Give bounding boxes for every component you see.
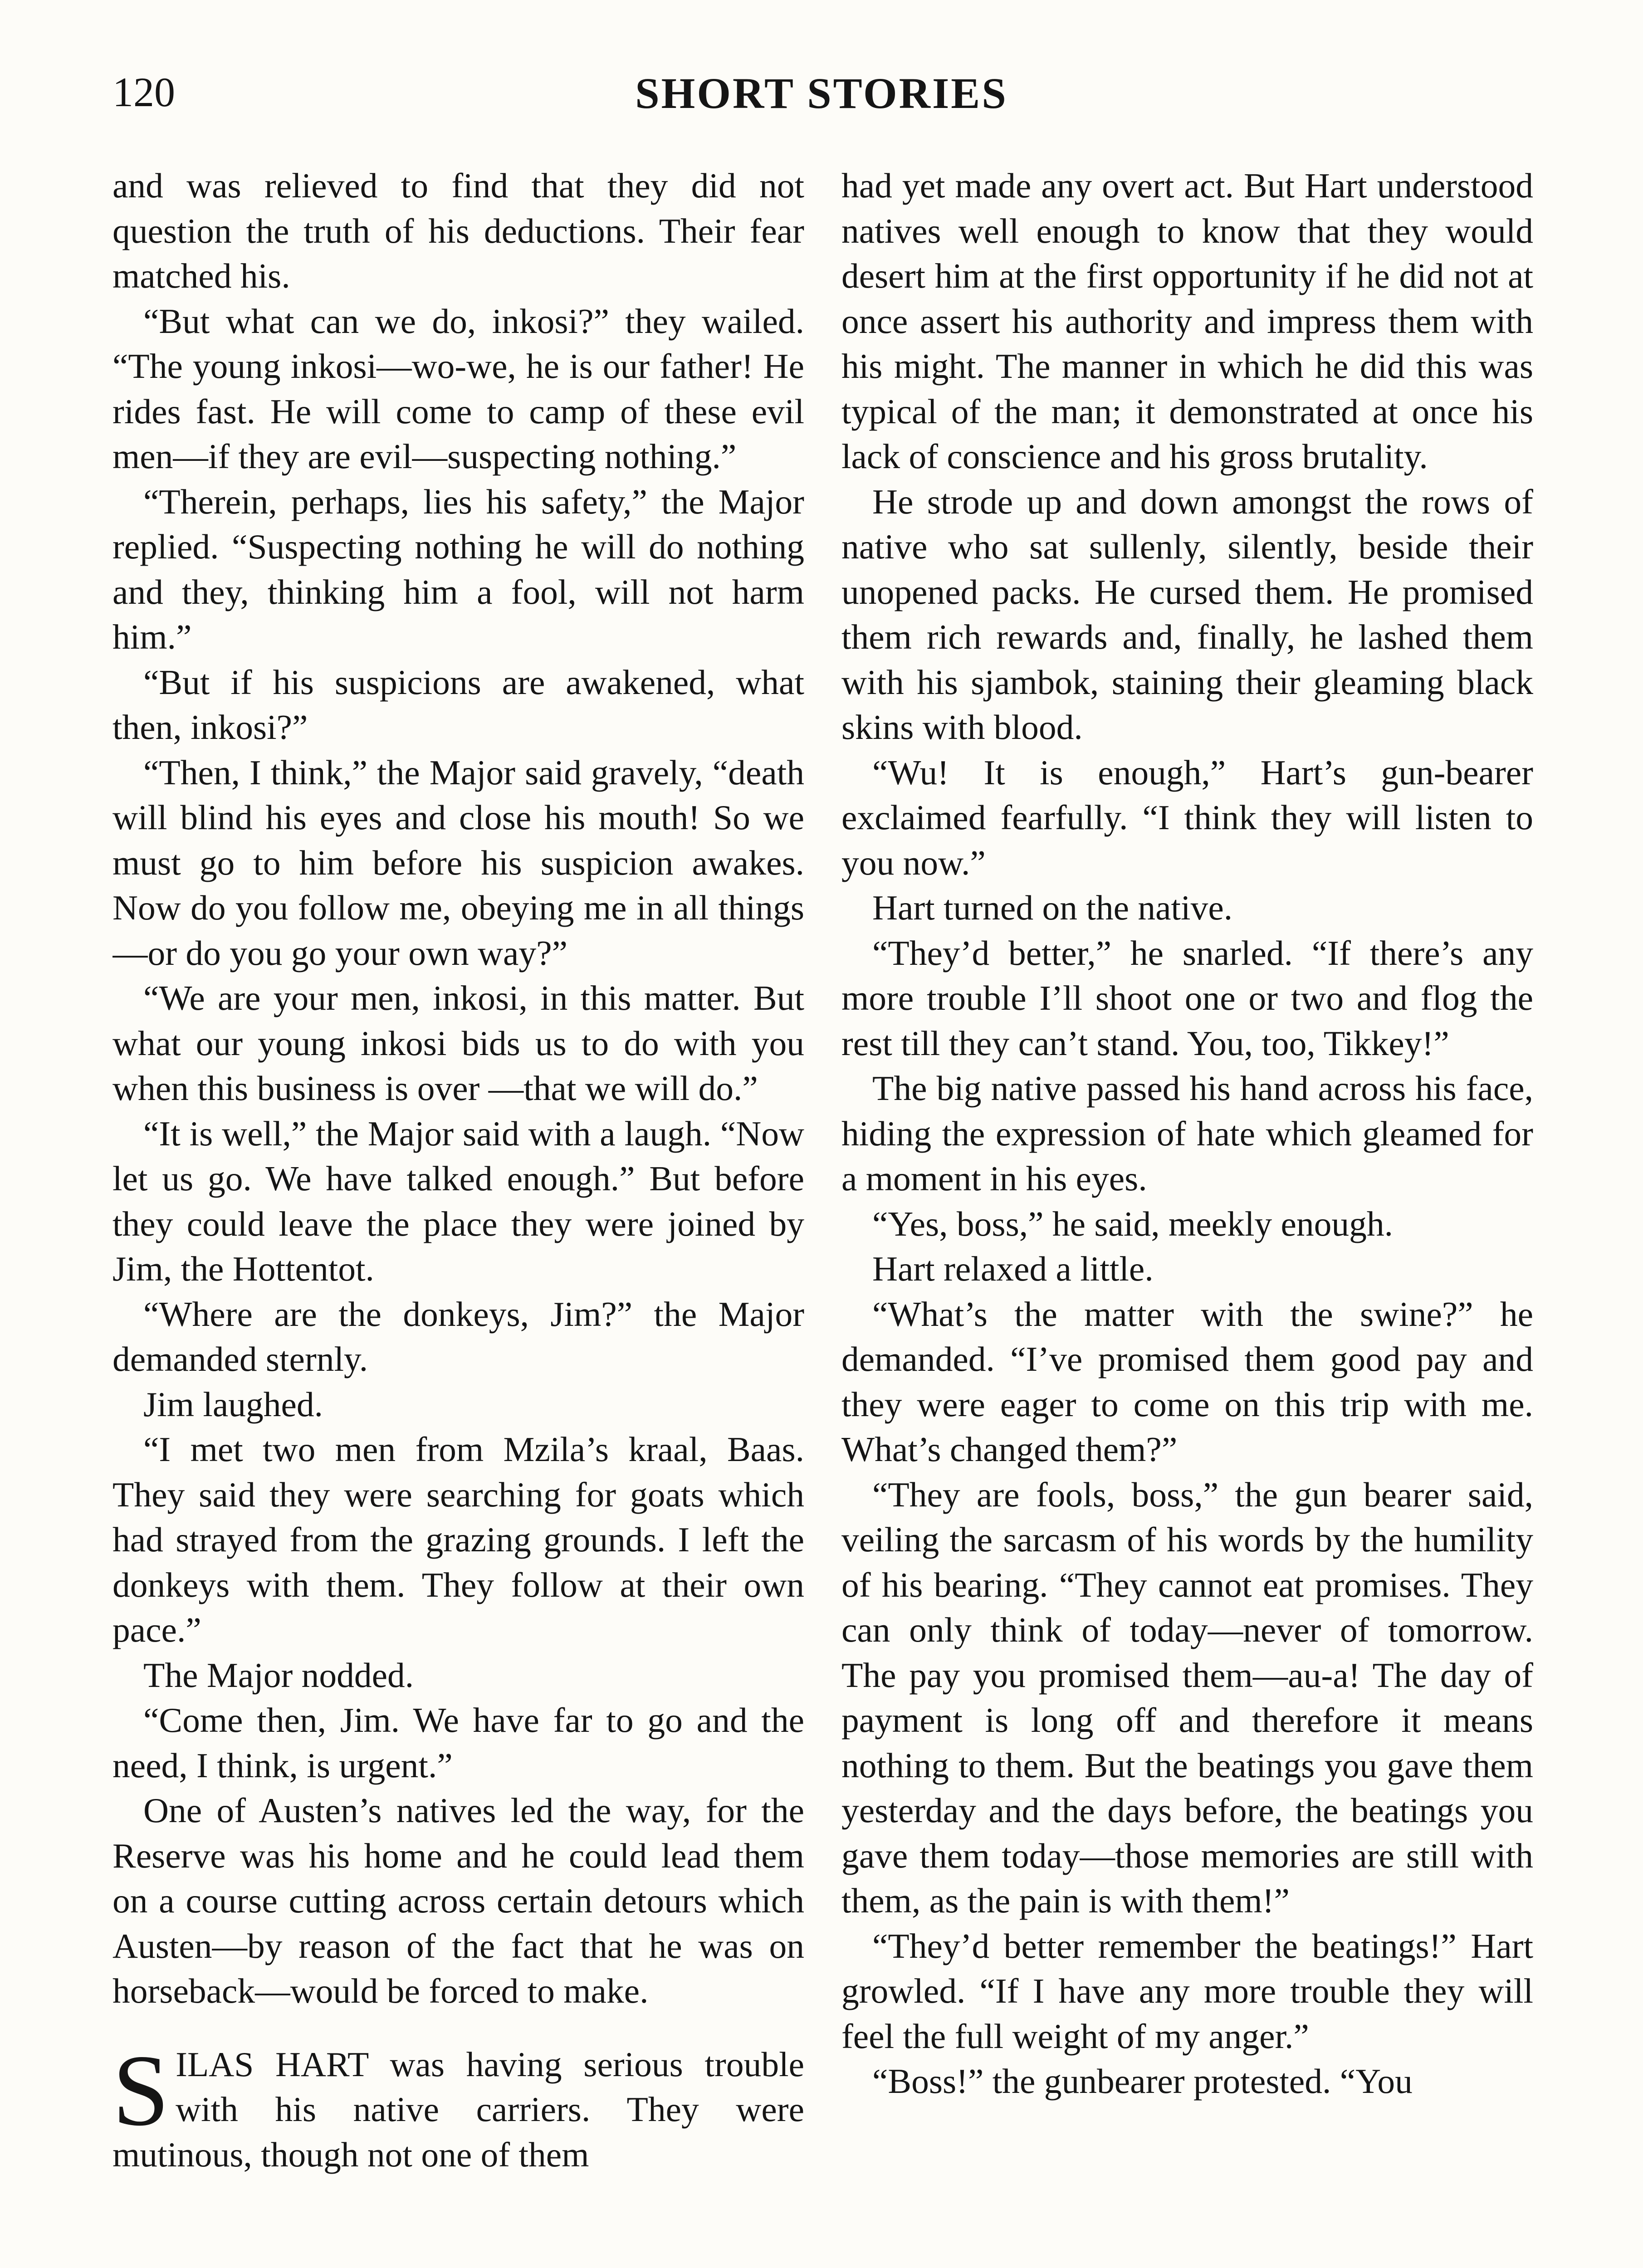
paragraph: “Therein, perhaps, lies his safety,” the Major replied. “Suspecting nothing he will do nothing and they, thinking him a fool, will not harm him.” <box>112 482 804 656</box>
paragraph: Hart relaxed a little. <box>872 1249 1154 1288</box>
paragraph: “Come then, Jim. We have far to go and the need, I think, is urgent.” <box>112 1701 804 1785</box>
paragraph: The Major nodded. <box>143 1655 414 1695</box>
paragraph: “But if his suspicions are awakened, what then, inkosi?” <box>112 662 804 747</box>
paragraph: “They’d better remember the beatings!” Hart growled. “If I have any more trouble they will feel the full weight of my anger.” <box>841 1926 1533 2056</box>
paragraph: “They’d better,” he snarled. “If there’s any more trouble I’ll shoot one or two and flog the rest till they can’t stand. You, too, Tikkey!” <box>841 933 1533 1063</box>
paragraph: “We are your men, inkosi, in this matter. But what our young inkosi bids us to do with you when this business is over —that we will do.” <box>112 978 804 1108</box>
section-lead-in: ILAS HART <box>176 2044 368 2084</box>
paragraph: One of Austen’s natives led the way, for the Reserve was his home and he could lead them on a course cutting across certain detours which Austen—by reason of the fact that he was on horseback—would be forced to make. <box>112 1791 804 2010</box>
section-text: was having serious trouble with his native carriers. They were mutinous, though not one of them <box>112 2044 804 2174</box>
paragraph: “But what can we do, inkosi?” they wailed. “The young inkosi—wo-we, he is our father! He rides fast. He will come to camp of these evil men—if they are evil—suspecting nothing.” <box>112 301 804 476</box>
section-opening-paragraph <box>112 2033 804 2178</box>
paragraph: Hart turned on the native. <box>872 888 1233 927</box>
paragraph: had yet made any overt act. But Hart understood natives well enough to know that they would desert him at the first opportunity if he did not at once assert his authority and impress them with his might. The manner in which he did this was typical of the man; it demonstrated at once his lack of conscience and his gross brutality. <box>841 166 1533 476</box>
paragraph: and was relieved to find that they did not question the truth of his deductions. Their fear matched his. <box>112 166 804 295</box>
paragraph: “I met two men from Mzila’s kraal, Baas. They said they were searching for goats which had strayed from the grazing grounds. I left the donkeys with them. They follow at their own pace.” <box>112 1430 804 1649</box>
left-column <box>112 163 804 2268</box>
right-column <box>841 163 1533 2268</box>
paragraph: Jim laughed. <box>143 1384 323 1424</box>
paragraph: “What’s the matter with the swine?” he demanded. “I’ve promised them good pay and they were eager to come on this trip with me. What’s changed them?” <box>841 1294 1533 1469</box>
paragraph: “Wu! It is enough,” Hart’s gun-bearer exclaimed fearfully. “I think they will listen to you now.” <box>841 753 1533 882</box>
paragraph: “Where are the donkeys, Jim?” the Major demanded sternly. <box>112 1294 804 1378</box>
page-number: 120 <box>112 69 175 115</box>
running-head: SHORT STORIES <box>635 69 1008 117</box>
paragraph: “Boss!” the gunbearer protested. “You <box>872 2062 1413 2101</box>
drop-cap: S <box>112 2033 170 2147</box>
page-header <box>112 59 1531 127</box>
paragraph: “They are fools, boss,” the gun bearer said, veiling the sarcasm of his words by the humility of his bearing. “They cannot eat promises. They can only think of today—never of tomorrow. The pay you promised them—au-a! The day of payment is long off and therefore it means nothing to them. But the beatings you gave them yesterday and the days before, the beatings you gave them today—those memories are still with them, as the pain is with them!” <box>841 1475 1533 1920</box>
paragraph: “Yes, boss,” he said, meekly enough. <box>872 1204 1394 1243</box>
paragraph: The big native passed his hand across his face, hiding the expression of hate which gleamed for a moment in his eyes. <box>841 1069 1533 1198</box>
paragraph: “It is well,” the Major said with a laugh. “Now let us go. We have talked enough.” But before they could leave the place they were joined by Jim, the Hottentot. <box>112 1114 804 1288</box>
paragraph: He strode up and down amongst the rows of native who sat sullenly, silently, beside their unopened packs. He cursed them. He promised them rich rewards and, finally, he lashed them with his sjambok, staining their gleaming black skins with blood. <box>841 482 1533 747</box>
paragraph: “Then, I think,” the Major said gravely, “death will blind his eyes and close his mouth! So we must go to him before his suspicion awakes. Now do you follow me, obeying me in all things—or do you go your own way?” <box>112 753 804 973</box>
